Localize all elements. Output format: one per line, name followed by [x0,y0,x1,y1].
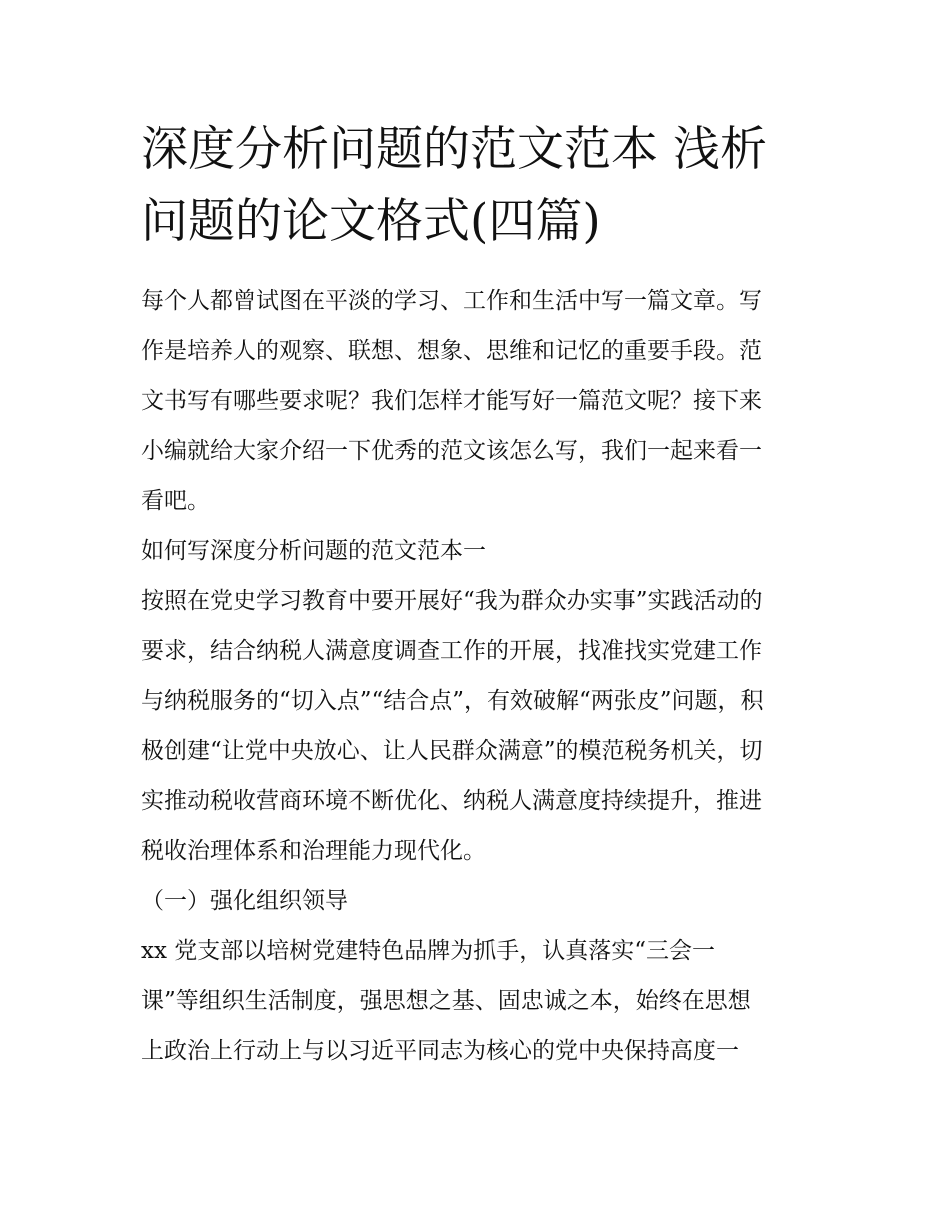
text-line: 看吧。 [141,488,210,514]
title-line: 问题的论文格式(四篇) [141,194,601,249]
body-paragraph-2 [141,926,813,1076]
text-line: 与纳税服务的“切入点”“结合点”，有效破解“两张皮”问题，积 [141,688,764,714]
body-paragraph [141,576,813,876]
text-line: 极创建“让党中央放心、让人民群众满意”的模范税务机关，切 [141,738,763,764]
text-line: 文书写有哪些要求呢？我们怎样才能写好一篇范文呢？接下来 [141,388,762,414]
text-line: 每个人都曾试图在平淡的学习、工作和生活中写一篇文章。写 [141,288,762,314]
text-line: 要求，结合纳税人满意度调查工作的开展，找准找实党建工作 [141,638,762,664]
document-title [141,114,813,258]
text-line: 按照在党史学习教育中要开展好“我为群众办实事”实践活动的 [141,588,763,614]
text-line: 上政治上行动上与以习近平同志为核心的党中央保持高度一 [141,1038,739,1064]
text-line: 作是培养人的观察、联想、想象、思维和记忆的重要手段。范 [141,338,762,364]
text-line: 实推动税收营商环境不断优化、纳税人满意度持续提升，推进 [141,788,762,814]
text-line: 小编就给大家介绍一下优秀的范文该怎么写，我们一起来看一 [141,438,762,464]
text-line: 课”等组织生活制度，强思想之基、固忠诚之本，始终在思想 [141,988,751,1014]
subsection-heading: （一）强化组织领导 [141,888,348,914]
document-content [141,114,813,1076]
section-heading: 如何写深度分析问题的范文范本一 [141,538,486,564]
title-line: 深度分析问题的范文范本 浅析 [141,122,767,177]
text-line: xx 党支部以培树党建特色品牌为抓手，认真落实“三会一 [141,938,716,964]
text-line: 税收治理体系和治理能力现代化。 [141,838,486,864]
intro-paragraph [141,276,813,526]
